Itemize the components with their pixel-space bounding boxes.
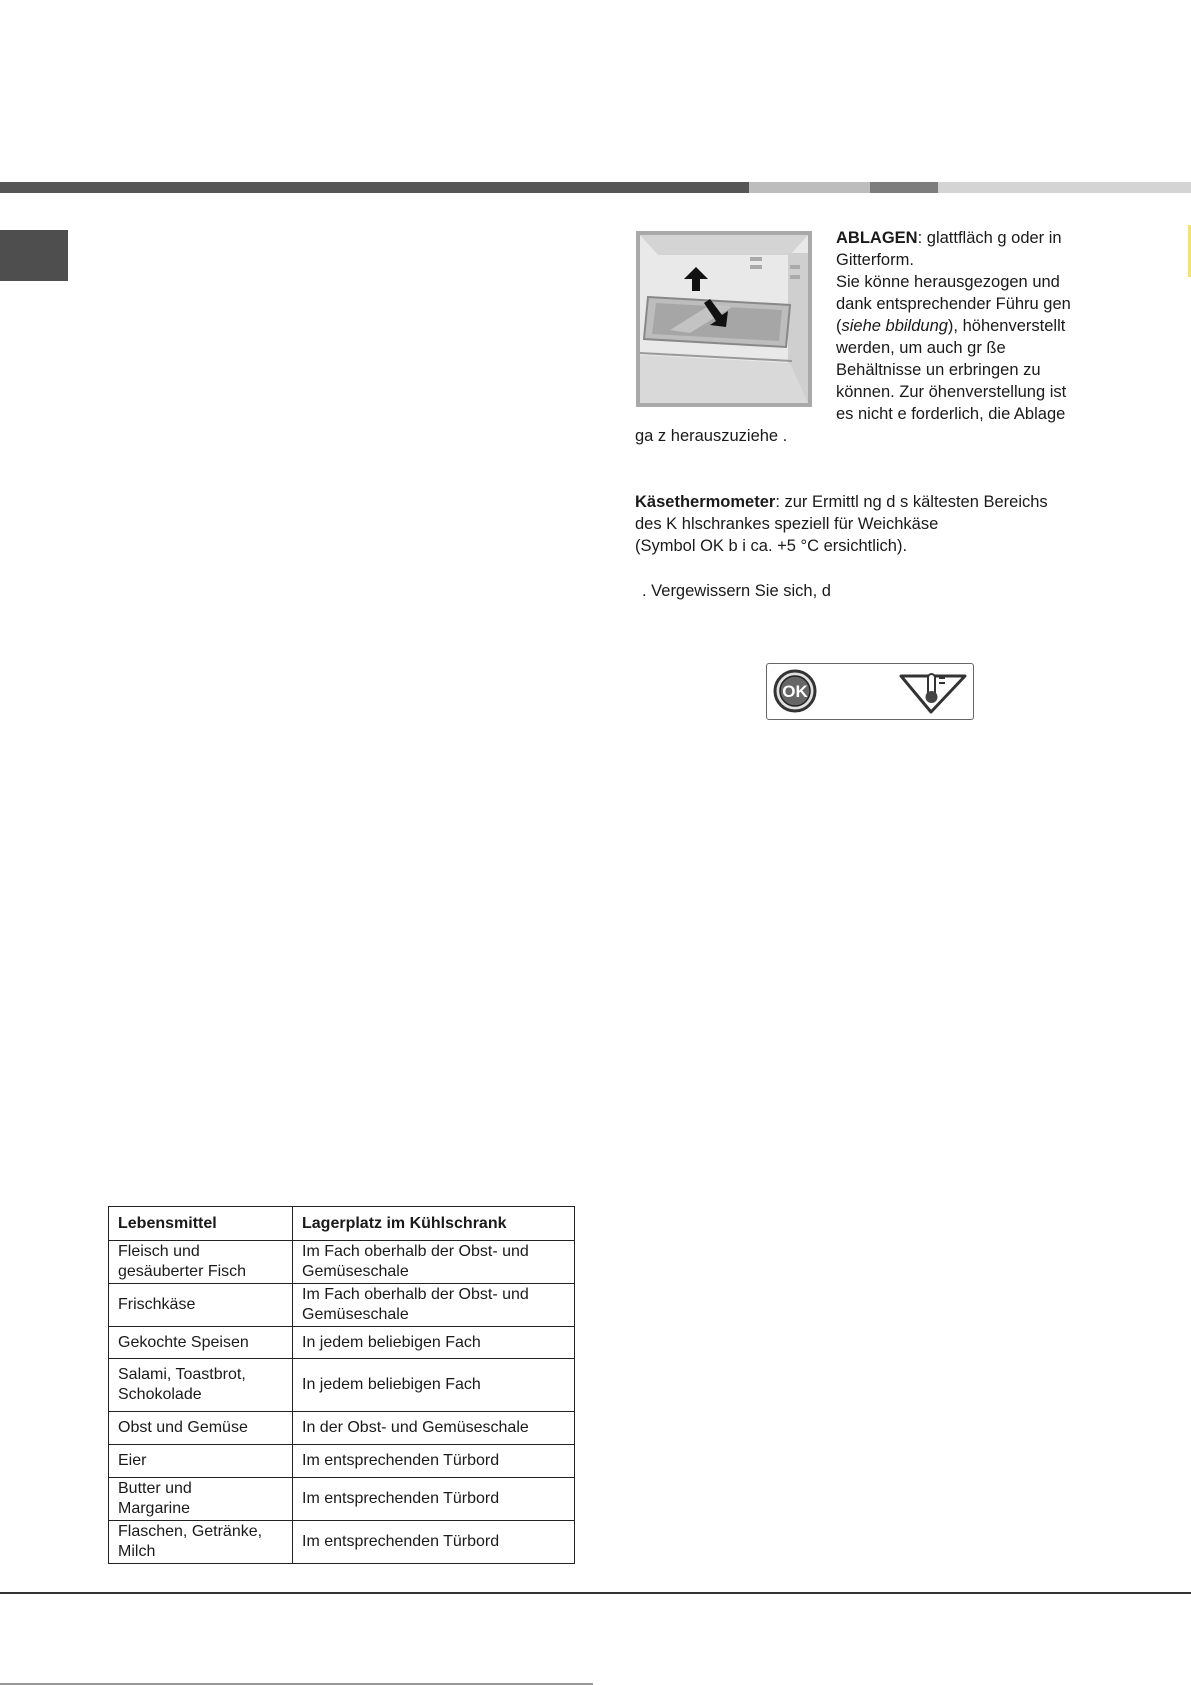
shelf-illustration xyxy=(636,231,812,407)
table-row: Fleisch und gesäuberter Fisch Im Fach oberhalb der Obst- und Gemüseschale xyxy=(109,1241,575,1284)
table-row: Eier Im entsprechenden Türbord xyxy=(109,1445,575,1478)
ablagen-paragraph-tail: ga z herauszuziehe . xyxy=(635,427,788,445)
kaesethermometer-paragraph: Käsethermometer: zur Ermittl ng d s kältesten Bereichs des K hlschrankes speziell für Weichkäse (Symbol OK b i ca. +5 °C ersichtlich). xyxy=(635,493,1048,555)
header-bar-pale xyxy=(938,182,1191,193)
food-storage-table xyxy=(108,1206,575,1564)
table-row: Gekochte Speisen In jedem beliebigen Fach xyxy=(109,1327,575,1359)
header-bar-dark xyxy=(0,182,749,193)
header-lebensmittel: Lebensmittel xyxy=(109,1207,293,1241)
language-tab xyxy=(0,230,68,281)
thermometer-icon xyxy=(901,674,965,712)
table-row: Frischkäse Im Fach oberhalb der Obst- und Gemüseschale xyxy=(109,1284,575,1327)
footer-rule xyxy=(0,1592,1191,1594)
table-row: Flaschen, Getränke, Milch Im entsprechenden Türbord xyxy=(109,1521,575,1564)
table-row: Obst und Gemüse In der Obst- und Gemüseschale xyxy=(109,1412,575,1445)
header-lagerplatz: Lagerplatz im Kühlschrank xyxy=(293,1207,575,1241)
header-bar-light xyxy=(749,182,870,193)
kaese-label: Käsethermometer xyxy=(635,493,776,511)
table-header-row xyxy=(109,1207,575,1241)
vergewissern-line: . Vergewissern Sie sich, d xyxy=(642,582,831,600)
ok-indicator xyxy=(766,663,974,720)
ablagen-label: ABLAGEN xyxy=(836,229,918,247)
table-row: Salami, Toastbrot, Schokolade In jedem beliebigen Fach xyxy=(109,1359,575,1412)
table-row: Butter und Margarine Im entsprechenden Türbord xyxy=(109,1478,575,1521)
ablagen-paragraph: ABLAGEN: glattfläch g oder in Gitterform. Sie könne herausgezogen und dank entsprechender Führu gen (siehe bbildung), höhenverstellt werden, um auch gr ße Behältnisse un erbringen zu können. Zur öhenverstellung ist es nicht e forderlich, die Ablage xyxy=(836,229,1071,423)
header-bar-mid xyxy=(870,182,938,193)
ok-circle-icon xyxy=(775,671,815,711)
ok-text: OK xyxy=(782,682,808,701)
